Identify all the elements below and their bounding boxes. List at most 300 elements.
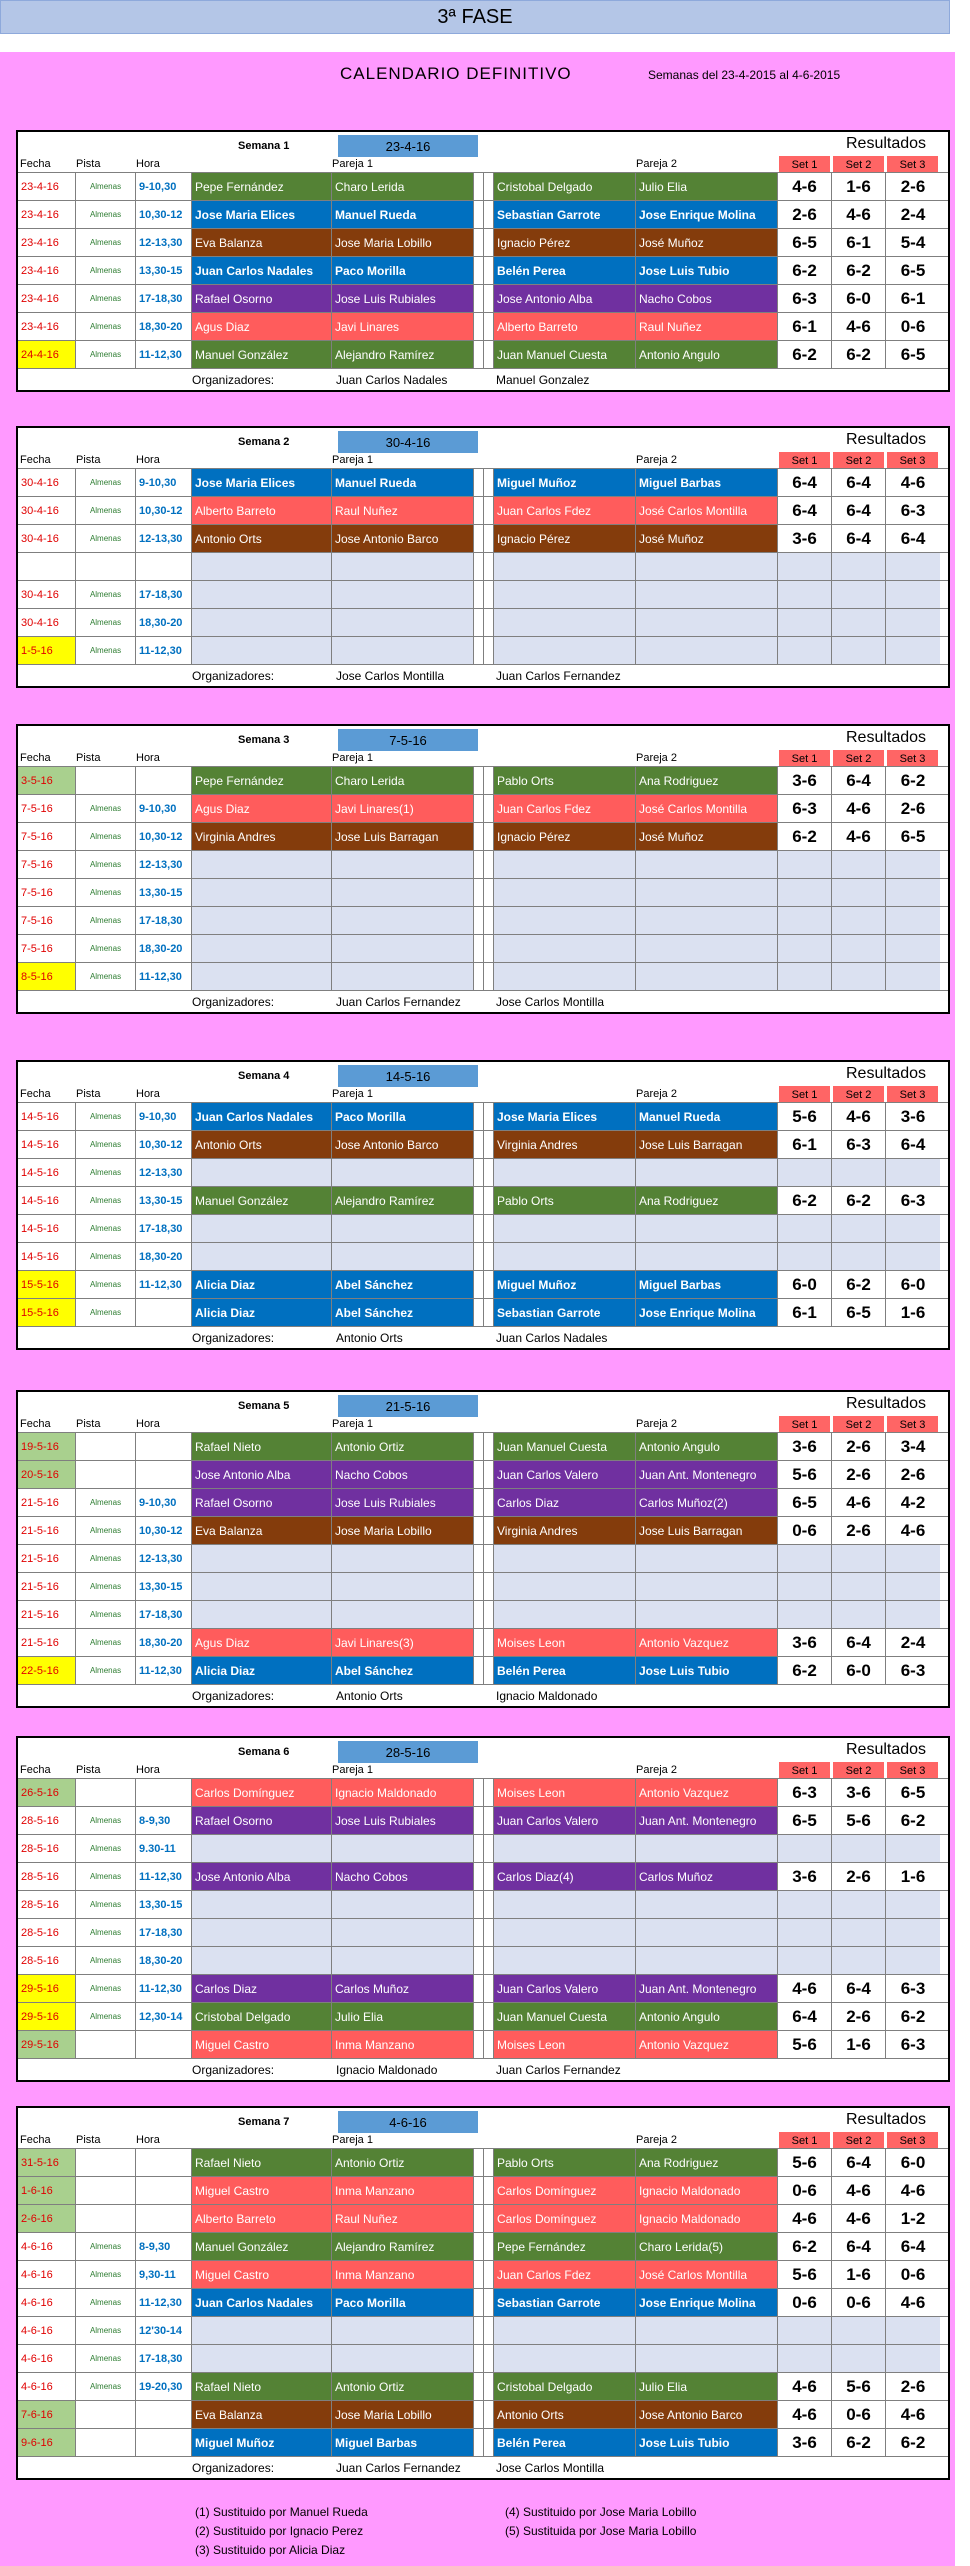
set2-score: 6-2 xyxy=(832,1271,886,1298)
spacer xyxy=(484,1891,494,1918)
spacer xyxy=(474,1629,484,1656)
match-time: 9.30-11 xyxy=(136,1835,192,1862)
spacer xyxy=(484,2401,494,2428)
match-time: 8-9,30 xyxy=(136,1807,192,1834)
match-row xyxy=(18,1656,948,1684)
spacer xyxy=(484,2289,494,2316)
pair2-player1 xyxy=(494,1947,636,1974)
col-header-set1: Set 1 xyxy=(778,156,830,173)
match-time: 10,30-12 xyxy=(136,1131,192,1158)
match-time: 17-18,30 xyxy=(136,1919,192,1946)
week-header xyxy=(18,132,948,172)
set2-score: 6-4 xyxy=(832,497,886,524)
pair1-player2: Jose Antonio Barco xyxy=(332,1131,474,1158)
spacer xyxy=(474,851,484,878)
match-date: 30-4-16 xyxy=(18,609,76,636)
spacer xyxy=(484,2149,494,2176)
set2-score: 6-0 xyxy=(832,1657,886,1684)
spacer xyxy=(474,2317,484,2344)
pair1-player1: Miguel Muñoz xyxy=(192,2429,332,2456)
pair1-player2: Jose Luis Rubiales xyxy=(332,1489,474,1516)
pair1-player2: Miguel Barbas xyxy=(332,2429,474,2456)
organizer-name: Jose Carlos Montilla xyxy=(496,2461,605,2475)
set3-score: 6-5 xyxy=(900,1782,926,1802)
match-date: 4-6-16 xyxy=(18,2289,76,2316)
pair1-player1: Alicia Diaz xyxy=(192,1657,332,1684)
results-heading: Resultados xyxy=(846,729,927,746)
page-title: 3ª FASE xyxy=(0,0,950,34)
set1-score: 0-6 xyxy=(778,1517,832,1544)
pair2-player1: Pablo Orts xyxy=(494,767,636,794)
match-row xyxy=(18,2428,948,2456)
pair1-player1 xyxy=(192,1159,332,1186)
pair1-player1 xyxy=(192,1545,332,1572)
set3-score xyxy=(886,1919,940,1946)
set2-score xyxy=(832,609,886,636)
pair1-player1 xyxy=(192,1891,332,1918)
pair1-player1 xyxy=(192,1919,332,1946)
pair2-player2: Ignacio Maldonado xyxy=(636,2205,778,2232)
set1-score xyxy=(778,2345,832,2372)
pair2-player2 xyxy=(636,1947,778,1974)
col-header-pista: Pista xyxy=(76,1764,101,1776)
set3-score xyxy=(886,935,940,962)
match-date: 30-4-16 xyxy=(18,469,76,496)
spacer xyxy=(474,1243,484,1270)
match-row xyxy=(18,1806,948,1834)
set3-score: 5-4 xyxy=(900,232,926,252)
match-court xyxy=(76,2031,136,2058)
results-heading: Resultados xyxy=(846,135,927,152)
pair1-player2: Alejandro Ramírez xyxy=(332,341,474,368)
set3-score: 6-2 xyxy=(900,2006,926,2026)
spacer xyxy=(484,1159,494,1186)
results-heading: Resultados xyxy=(846,2111,927,2128)
set2-score: 6-1 xyxy=(832,229,886,256)
match-date: 14-5-16 xyxy=(18,1243,76,1270)
match-court xyxy=(76,2205,136,2232)
pair1-player1: Rafael Osorno xyxy=(192,1489,332,1516)
match-court: Almenas xyxy=(76,1187,136,1214)
match-time: 11-12,30 xyxy=(136,1975,192,2002)
match-time: 17-18,30 xyxy=(136,581,192,608)
match-court: Almenas xyxy=(76,879,136,906)
spacer xyxy=(484,1299,494,1326)
set3-score xyxy=(886,879,940,906)
col-header-pareja1: Pareja 1 xyxy=(332,752,373,764)
pair2-player1 xyxy=(494,2345,636,2372)
pair2-player1 xyxy=(494,1919,636,1946)
match-court: Almenas xyxy=(76,313,136,340)
spacer xyxy=(484,1919,494,1946)
week-date: 4-6-16 xyxy=(338,2111,478,2133)
pair2-player1: Belén Perea xyxy=(494,1657,636,1684)
pair1-player2: Jose Luis Rubiales xyxy=(332,1807,474,1834)
pair1-player2: Paco Morilla xyxy=(332,257,474,284)
pair2-player2 xyxy=(636,1573,778,1600)
match-row xyxy=(18,468,948,496)
match-row xyxy=(18,934,948,962)
set2-score: 1-6 xyxy=(832,2261,886,2288)
spacer xyxy=(484,1863,494,1890)
pair1-player2: Ignacio Maldonado xyxy=(332,1779,474,1806)
match-row xyxy=(18,1432,948,1460)
set1-score: 3-6 xyxy=(778,767,832,794)
set3-score: 2-6 xyxy=(900,798,926,818)
match-court: Almenas xyxy=(76,229,136,256)
set1-score: 6-1 xyxy=(778,313,832,340)
spacer xyxy=(474,469,484,496)
match-row xyxy=(18,1778,948,1806)
match-row xyxy=(18,1270,948,1298)
spacer xyxy=(484,581,494,608)
spacer xyxy=(474,1299,484,1326)
spacer xyxy=(484,1835,494,1862)
match-time xyxy=(136,553,192,580)
week-label: Semana 7 xyxy=(238,2116,290,2128)
col-header-set3: Set 3 xyxy=(886,2132,938,2149)
set1-score: 4-6 xyxy=(778,173,832,200)
match-time: 10,30-12 xyxy=(136,201,192,228)
match-time: 13,30-15 xyxy=(136,1187,192,1214)
pair2-player2: Jose Enrique Molina xyxy=(636,201,778,228)
match-time xyxy=(136,2401,192,2428)
spacer xyxy=(484,963,494,990)
set3-score: 3-4 xyxy=(900,1436,926,1456)
spacer xyxy=(474,1489,484,1516)
pair2-player2 xyxy=(636,935,778,962)
set2-score xyxy=(832,1243,886,1270)
spacer xyxy=(484,497,494,524)
match-row xyxy=(18,312,948,340)
spacer xyxy=(474,2003,484,2030)
spacer xyxy=(474,229,484,256)
spacer xyxy=(484,2429,494,2456)
spacer xyxy=(484,1601,494,1628)
set1-score xyxy=(778,1545,832,1572)
match-date: 8-5-16 xyxy=(18,963,76,990)
match-court xyxy=(76,553,136,580)
week-date: 30-4-16 xyxy=(338,431,478,453)
col-header-pareja2: Pareja 2 xyxy=(636,1088,677,1100)
spacer xyxy=(474,1461,484,1488)
spacer xyxy=(474,257,484,284)
set3-score: 0-6 xyxy=(900,316,926,336)
set2-score: 6-2 xyxy=(832,1187,886,1214)
spacer xyxy=(474,1159,484,1186)
pair1-player1 xyxy=(192,1947,332,1974)
pair2-player2: Miguel Barbas xyxy=(636,1271,778,1298)
pair2-player2: Jose Luis Barragan xyxy=(636,1131,778,1158)
calendar-range: Semanas del 23-4-2015 al 4-6-2015 xyxy=(648,68,841,82)
set2-score: 4-6 xyxy=(832,201,886,228)
col-header-hora: Hora xyxy=(136,1418,160,1430)
set1-score xyxy=(778,553,832,580)
match-date: 22-5-16 xyxy=(18,1657,76,1684)
pair1-player1: Juan Carlos Nadales xyxy=(192,1103,332,1130)
pair1-player1 xyxy=(192,581,332,608)
match-time: 11-12,30 xyxy=(136,2289,192,2316)
pair2-player2 xyxy=(636,963,778,990)
match-row xyxy=(18,1918,948,1946)
set1-score: 6-2 xyxy=(778,1657,832,1684)
spacer xyxy=(474,1573,484,1600)
pair2-player1: Cristobal Delgado xyxy=(494,2373,636,2400)
organizers-row xyxy=(18,2058,948,2080)
pair2-player2: Antonio Angulo xyxy=(636,2003,778,2030)
pair2-player2: Jose Enrique Molina xyxy=(636,2289,778,2316)
col-header-set1: Set 1 xyxy=(778,452,830,469)
match-date: 30-4-16 xyxy=(18,581,76,608)
match-row xyxy=(18,1834,948,1862)
match-court xyxy=(76,1779,136,1806)
set1-score: 5-6 xyxy=(778,2149,832,2176)
week-label: Semana 3 xyxy=(238,734,290,746)
set1-score xyxy=(778,637,832,664)
pair1-player2: Charo Lerida xyxy=(332,767,474,794)
pair1-player2: Julio Elia xyxy=(332,2003,474,2030)
pair1-player1: Manuel González xyxy=(192,1187,332,1214)
organizer-name: Antonio Orts xyxy=(336,1689,403,1703)
pair2-player2: Juan Ant. Montenegro xyxy=(636,1975,778,2002)
match-date: 2-6-16 xyxy=(18,2205,76,2232)
set2-score xyxy=(832,2317,886,2344)
set2-score xyxy=(832,935,886,962)
spacer xyxy=(484,1573,494,1600)
col-header-pista: Pista xyxy=(76,752,101,764)
pair2-player1: Juan Carlos Valero xyxy=(494,1807,636,1834)
spacer xyxy=(484,2233,494,2260)
set2-score: 6-4 xyxy=(832,1975,886,2002)
pair1-player1: Eva Balanza xyxy=(192,2401,332,2428)
organizer-name: Jose Carlos Montilla xyxy=(496,995,605,1009)
match-row xyxy=(18,284,948,312)
match-time: 10,30-12 xyxy=(136,497,192,524)
match-row xyxy=(18,794,948,822)
col-header-set3: Set 3 xyxy=(886,1762,938,1779)
spacer xyxy=(474,1545,484,1572)
spacer xyxy=(484,1243,494,1270)
set1-score: 0-6 xyxy=(778,2289,832,2316)
pair2-player1 xyxy=(494,1573,636,1600)
pair2-player2: Julio Elia xyxy=(636,173,778,200)
pair1-player2: Antonio Ortiz xyxy=(332,2373,474,2400)
col-header-hora: Hora xyxy=(136,158,160,170)
spacer xyxy=(474,2177,484,2204)
match-row xyxy=(18,1600,948,1628)
organizers-row xyxy=(18,664,948,686)
pair2-player2: Ana Rodriguez xyxy=(636,767,778,794)
spacer xyxy=(474,173,484,200)
pair2-player2 xyxy=(636,1919,778,1946)
match-court: Almenas xyxy=(76,1807,136,1834)
week-table xyxy=(16,130,950,392)
match-date: 28-5-16 xyxy=(18,1863,76,1890)
set3-score: 1-6 xyxy=(900,1302,926,1322)
set1-score: 6-1 xyxy=(778,1299,832,1326)
set3-score: 6-0 xyxy=(900,1274,926,1294)
spacer xyxy=(484,1461,494,1488)
column-headers xyxy=(18,750,948,767)
match-date: 28-5-16 xyxy=(18,1947,76,1974)
pair1-player1: Alberto Barreto xyxy=(192,497,332,524)
match-row xyxy=(18,1516,948,1544)
col-header-fecha: Fecha xyxy=(20,1088,51,1100)
set1-score: 6-5 xyxy=(778,229,832,256)
match-time xyxy=(136,2429,192,2456)
col-header-pista: Pista xyxy=(76,454,101,466)
pair1-player1 xyxy=(192,1835,332,1862)
spacer xyxy=(474,1919,484,1946)
pair2-player1: Antonio Orts xyxy=(494,2401,636,2428)
pair1-player1: Juan Carlos Nadales xyxy=(192,257,332,284)
pair1-player2: Jose Luis Barragan xyxy=(332,823,474,850)
pair1-player2 xyxy=(332,935,474,962)
match-court: Almenas xyxy=(76,2345,136,2372)
match-date: 23-4-16 xyxy=(18,201,76,228)
organizer-name: Juan Carlos Fernandez xyxy=(336,2461,461,2475)
pair1-player1: Miguel Castro xyxy=(192,2177,332,2204)
spacer xyxy=(474,1103,484,1130)
set3-score: 2-6 xyxy=(900,176,926,196)
match-time: 12'30-14 xyxy=(136,2317,192,2344)
match-row xyxy=(18,1158,948,1186)
week-date: 23-4-16 xyxy=(338,135,478,157)
pair2-player2 xyxy=(636,1215,778,1242)
pair2-player1: Pablo Orts xyxy=(494,1187,636,1214)
pair2-player1: Miguel Muñoz xyxy=(494,469,636,496)
match-row xyxy=(18,608,948,636)
pair1-player1: Jose Antonio Alba xyxy=(192,1461,332,1488)
pair2-player1: Juan Manuel Cuesta xyxy=(494,1433,636,1460)
organizer-name: Jose Carlos Montilla xyxy=(336,669,445,683)
match-court: Almenas xyxy=(76,1215,136,1242)
pair1-player1: Rafael Nieto xyxy=(192,2149,332,2176)
match-time: 13,30-15 xyxy=(136,257,192,284)
set2-score: 6-4 xyxy=(832,1629,886,1656)
pair1-player2 xyxy=(332,553,474,580)
spacer xyxy=(474,1601,484,1628)
spacer xyxy=(474,1187,484,1214)
match-row xyxy=(18,1572,948,1600)
set3-score: 6-2 xyxy=(900,770,926,790)
match-time xyxy=(136,2205,192,2232)
spacer xyxy=(474,1433,484,1460)
match-court: Almenas xyxy=(76,609,136,636)
pair2-player2: Antonio Vazquez xyxy=(636,1779,778,1806)
spacer xyxy=(474,1947,484,1974)
match-date: 21-5-16 xyxy=(18,1489,76,1516)
match-row xyxy=(18,200,948,228)
footnote: (2) Sustituido por Ignacio Perez xyxy=(195,2524,364,2538)
spacer xyxy=(474,553,484,580)
match-date: 14-5-16 xyxy=(18,1215,76,1242)
set3-score: 6-2 xyxy=(900,1810,926,1830)
pair2-player1: Juan Carlos Valero xyxy=(494,1975,636,2002)
set1-score: 6-4 xyxy=(778,2003,832,2030)
match-court: Almenas xyxy=(76,1629,136,1656)
spacer xyxy=(484,1517,494,1544)
pair1-player1: Jose Maria Elices xyxy=(192,469,332,496)
organizer-name: Juan Carlos Nadales xyxy=(336,373,448,387)
pair1-player1 xyxy=(192,637,332,664)
match-row xyxy=(18,2288,948,2316)
set1-score: 3-6 xyxy=(778,1863,832,1890)
match-court: Almenas xyxy=(76,341,136,368)
pair2-player2 xyxy=(636,2317,778,2344)
pair1-player1: Antonio Orts xyxy=(192,525,332,552)
set2-score: 4-6 xyxy=(832,1489,886,1516)
match-time: 9-10,30 xyxy=(136,173,192,200)
pair1-player2: Nacho Cobos xyxy=(332,1863,474,1890)
set3-score xyxy=(886,1545,940,1572)
set2-score: 6-2 xyxy=(832,341,886,368)
pair1-player2: Alejandro Ramírez xyxy=(332,1187,474,1214)
col-header-set2: Set 2 xyxy=(832,2132,884,2149)
match-row xyxy=(18,2316,948,2344)
pair2-player2: Ana Rodriguez xyxy=(636,1187,778,1214)
match-court: Almenas xyxy=(76,1573,136,1600)
pair1-player1 xyxy=(192,553,332,580)
match-time: 9,30-11 xyxy=(136,2261,192,2288)
col-header-pista: Pista xyxy=(76,1418,101,1430)
col-header-hora: Hora xyxy=(136,752,160,764)
col-header-fecha: Fecha xyxy=(20,454,51,466)
week-table xyxy=(16,1390,950,1708)
pair1-player1 xyxy=(192,1215,332,1242)
spacer xyxy=(484,2373,494,2400)
column-headers xyxy=(18,2132,948,2149)
pair2-player1: Alberto Barreto xyxy=(494,313,636,340)
match-row xyxy=(18,2372,948,2400)
set2-score: 5-6 xyxy=(832,1807,886,1834)
set2-score: 6-2 xyxy=(832,257,886,284)
pair2-player1: Jose Antonio Alba xyxy=(494,285,636,312)
match-date: 15-5-16 xyxy=(18,1299,76,1326)
match-date: 29-5-16 xyxy=(18,2031,76,2058)
calendar-title: CALENDARIO DEFINITIVO xyxy=(340,64,572,83)
pair2-player1 xyxy=(494,907,636,934)
spacer xyxy=(474,1517,484,1544)
match-court: Almenas xyxy=(76,1271,136,1298)
set1-score: 3-6 xyxy=(778,525,832,552)
pair1-player2: Inma Manzano xyxy=(332,2261,474,2288)
set3-score: 6-5 xyxy=(900,260,926,280)
match-court: Almenas xyxy=(76,173,136,200)
set2-score xyxy=(832,1835,886,1862)
spacer xyxy=(484,2177,494,2204)
set3-score: 6-3 xyxy=(900,1190,926,1210)
pair1-player1: Rafael Osorno xyxy=(192,1807,332,1834)
set1-score: 6-1 xyxy=(778,1131,832,1158)
pair2-player2: Antonio Vazquez xyxy=(636,1629,778,1656)
pair2-player1: Virginia Andres xyxy=(494,1517,636,1544)
pair1-player1: Juan Carlos Nadales xyxy=(192,2289,332,2316)
pair1-player2 xyxy=(332,907,474,934)
spacer xyxy=(474,581,484,608)
organizers-label: Organizadores: xyxy=(192,995,275,1009)
pair2-player1 xyxy=(494,1891,636,1918)
set3-score: 6-4 xyxy=(900,528,926,548)
pair1-player2: Abel Sánchez xyxy=(332,1657,474,1684)
pair1-player2 xyxy=(332,963,474,990)
match-court: Almenas xyxy=(76,2317,136,2344)
col-header-set2: Set 2 xyxy=(832,452,884,469)
spacer xyxy=(484,229,494,256)
set1-score xyxy=(778,851,832,878)
match-court xyxy=(76,2177,136,2204)
pair2-player1 xyxy=(494,963,636,990)
